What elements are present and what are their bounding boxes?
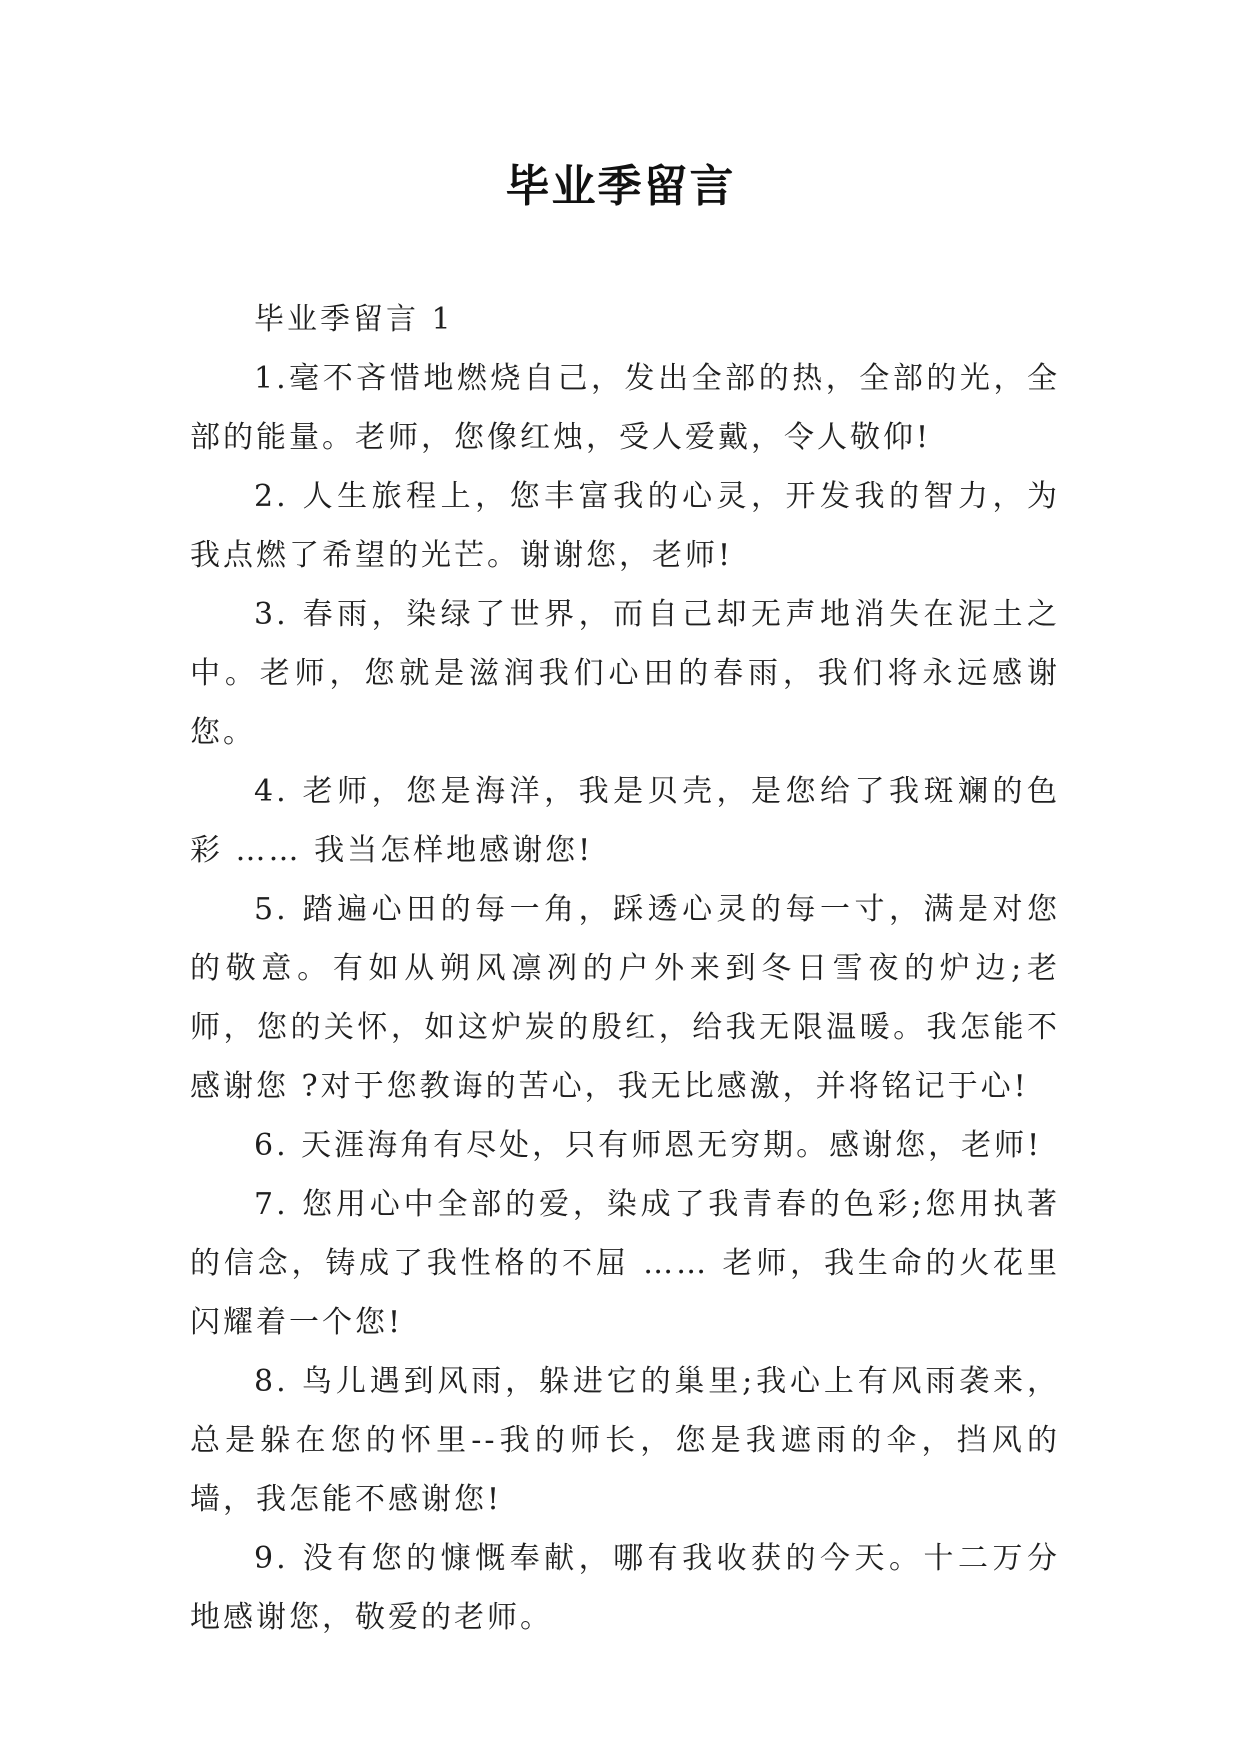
paragraph-9: 9. 没有您的慷慨奉献，哪有我收获的今天。十二万分地感谢您，敬爱的老师。 [190, 1541, 1060, 1635]
section-heading: 毕业季留言 1 [254, 302, 454, 337]
paragraph-2: 2. 人生旅程上，您丰富我的心灵，开发我的智力，为我点燃了希望的光芒。谢谢您，老师! [190, 479, 1060, 573]
document-title: 毕业季留言 [505, 161, 736, 212]
paragraph-5: 5. 踏遍心田的每一角，踩透心灵的每一寸，满是对您的敬意。有如从朔风凛冽的户外来到冬日雪夜的炉边;老师，您的关怀，如这炉炭的殷红，给我无限温暖。我怎能不感谢您 ?对于您教诲的苦心，我无比感激，并将铭记于心! [190, 892, 1060, 1104]
document-body [190, 290, 1060, 1647]
paragraph-8: 8. 鸟儿遇到风雨，躲进它的巢里;我心上有风雨袭来，总是躲在您的怀里--我的师长，您是我遮雨的伞，挡风的墙，我怎能不感谢您! [190, 1364, 1060, 1517]
paragraph-1: 1.毫不吝惜地燃烧自己，发出全部的热，全部的光，全部的能量。老师，您像红烛，受人爱戴，令人敬仰! [190, 361, 1060, 455]
paragraph-6: 6. 天涯海角有尽处，只有师恩无穷期。感谢您，老师! [254, 1128, 1043, 1163]
paragraph-7: 7. 您用心中全部的爱，染成了我青春的色彩;您用执著的信念，铸成了我性格的不屈 …… 老师，我生命的火花里闪耀着一个您! [190, 1187, 1060, 1340]
paragraph-4: 4. 老师，您是海洋，我是贝壳，是您给了我斑斓的色彩 …… 我当怎样地感谢您! [190, 774, 1060, 868]
paragraph-3: 3. 春雨，染绿了世界，而自己却无声地消失在泥土之中。老师，您就是滋润我们心田的春雨，我们将永远感谢您。 [190, 597, 1060, 750]
